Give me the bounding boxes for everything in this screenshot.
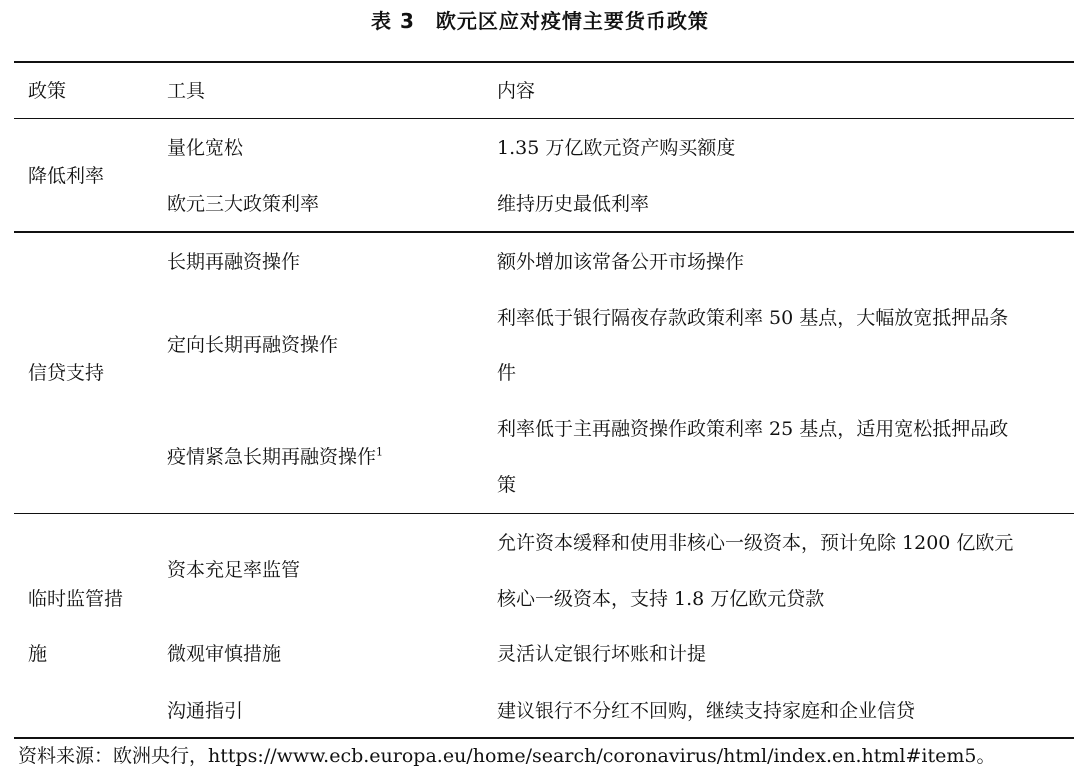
tool-cell: 欧元三大政策利率 xyxy=(167,193,320,215)
content-cell: 核心一级资本，支持 1.8 万亿欧元贷款 xyxy=(497,588,825,610)
content-cell: 件 xyxy=(497,362,517,384)
content-cell: 维持历史最低利率 xyxy=(497,193,650,215)
policy-cell: 信贷支持 xyxy=(28,362,105,384)
bottom-rule xyxy=(14,737,1074,739)
tool-cell: 微观审慎措施 xyxy=(167,643,282,665)
table-title: 表 3 欧元区应对疫情主要货币政策 xyxy=(371,9,709,33)
footnote-marker: 1 xyxy=(376,445,384,459)
tool-cell: 量化宽松 xyxy=(167,137,244,159)
tool-cell: 资本充足率监管 xyxy=(167,559,301,581)
content-cell: 利率低于银行隔夜存款政策利率 50 基点，大幅放宽抵押品条 xyxy=(497,307,1009,329)
source-note: 资料来源：欧洲央行，https://www.ecb.europa.eu/home/search/coronavirus/html/index.en.html#item5。 xyxy=(18,745,996,767)
header-rule xyxy=(14,118,1074,119)
tool-cell: 沟通指引 xyxy=(167,700,244,722)
tool-text: 疫情紧急长期再融资操作 xyxy=(167,446,377,468)
tool-cell: 定向长期再融资操作 xyxy=(167,334,339,356)
header-tool: 工具 xyxy=(167,80,206,102)
content-cell: 灵活认定银行坏账和计提 xyxy=(497,643,707,665)
content-cell: 额外增加该常备公开市场操作 xyxy=(497,251,745,273)
top-rule xyxy=(14,61,1074,63)
content-cell: 利率低于主再融资操作政策利率 25 基点，适用宽松抵押品政 xyxy=(497,418,1009,440)
tool-cell: 长期再融资操作 xyxy=(167,251,301,273)
group-divider xyxy=(14,231,1074,233)
header-policy: 政策 xyxy=(28,80,67,102)
tool-cell xyxy=(167,443,383,471)
policy-cell: 降低利率 xyxy=(28,165,105,187)
policy-cell: 临时监管措 xyxy=(28,588,124,610)
content-cell: 1.35 万亿欧元资产购买额度 xyxy=(497,137,736,159)
policy-cell: 施 xyxy=(28,643,48,665)
content-cell: 允许资本缓释和使用非核心一级资本，预计免除 1200 亿欧元 xyxy=(497,532,1014,554)
header-content: 内容 xyxy=(497,80,536,102)
group-divider xyxy=(14,513,1074,514)
content-cell: 建议银行不分红不回购，继续支持家庭和企业信贷 xyxy=(497,700,916,722)
content-cell: 策 xyxy=(497,474,517,496)
